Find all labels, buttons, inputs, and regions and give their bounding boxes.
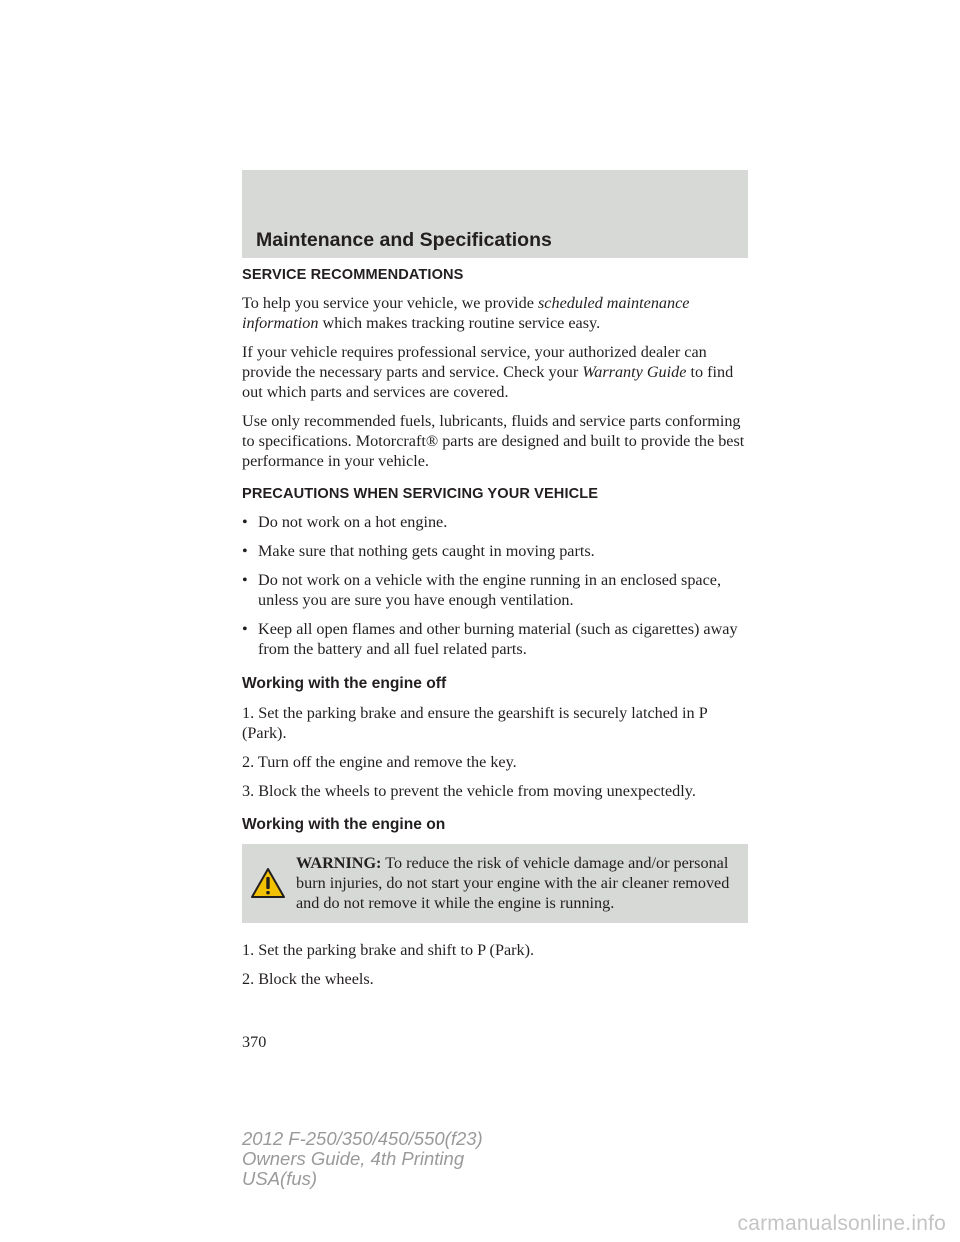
watermark: carmanualsonline.info [737,1212,946,1235]
list-item [242,541,748,561]
warning-label: WARNING: [296,854,382,872]
warning-triangle-icon [250,867,286,899]
page-number: 370 [242,1033,267,1051]
text-span: If your vehicle requires professional service, your authorized dealer can provide the necessary parts and service. Check your [242,343,707,381]
engine-off-heading: Working with the engine off [242,675,447,692]
service-paragraph-3: Use only recommended fuels, lubricants, fluids and service parts conforming to specifications. Motorcraft® parts are designed and built to provide the best performance in your vehicle. [242,412,745,470]
list-item [242,570,748,610]
footer-line-2: Owners Guide, 4th Printing [242,1148,465,1169]
list-item-text: Do not work on a hot engine. [258,513,448,531]
engine-off-step: 3. Block the wheels to prevent the vehicle from moving unexpectedly. [242,782,696,800]
footer-model: 2012 F-250/350/450/550 [242,1128,445,1149]
engine-on-heading: Working with the engine on [242,816,446,833]
engine-on-step: 1. Set the parking brake and shift to P (Park). [242,941,535,959]
footer-region: USA [242,1168,281,1189]
list-item-text: Make sure that nothing gets caught in moving parts. [258,542,595,560]
text-span: which makes tracking routine service easy. [318,314,601,332]
engine-off-step: 2. Turn off the engine and remove the key. [242,753,517,771]
text-span: To help you service your vehicle, we provide [242,294,538,312]
warning-body: To reduce the risk of vehicle damage and/or personal burn injuries, do not start your engine with the air cleaner removed and do not remove it while the engine is running. [296,854,730,912]
footer-line-3 [242,1169,483,1189]
bullet-icon: • [242,513,248,531]
list-item-text: Keep all open flames and other burning material (such as cigarettes) away from the battery and all fuel related parts. [258,620,738,658]
bullet-icon: • [242,571,248,589]
service-paragraph-1 [242,293,748,333]
precautions-heading: PRECAUTIONS WHEN SERVICING YOUR VEHICLE [242,486,599,502]
list-item [242,512,748,532]
list-item [242,619,748,659]
service-paragraph-2 [242,342,748,402]
text-span: to find out which parts and services are covered. [242,363,734,401]
list-item-text: Do not work on a vehicle with the engine running in an enclosed space, unless you are sure you have enough ventilation. [258,571,722,609]
warning-text [248,853,740,913]
bullet-icon: • [242,542,248,560]
engine-off-step: 1. Set the parking brake and ensure the gearshift is securely latched in P (Park). [242,704,708,742]
precautions-list [242,512,748,659]
section-header-band [242,170,748,258]
footer-line-1 [242,1129,483,1149]
footer-code: (fus) [280,1168,318,1189]
page-content [242,266,748,998]
engine-on-step: 2. Block the wheels. [242,970,374,988]
print-footer [242,1129,483,1189]
footer-code: (f23) [444,1128,483,1149]
warning-box [242,844,748,923]
warranty-guide-reference: Warranty Guide [582,363,687,381]
emphasis-text: scheduled maintenance information [242,294,690,332]
section-title: Maintenance and Specifications [256,229,552,251]
service-recommendations-heading: SERVICE RECOMMENDATIONS [242,267,464,283]
bullet-icon: • [242,620,248,638]
